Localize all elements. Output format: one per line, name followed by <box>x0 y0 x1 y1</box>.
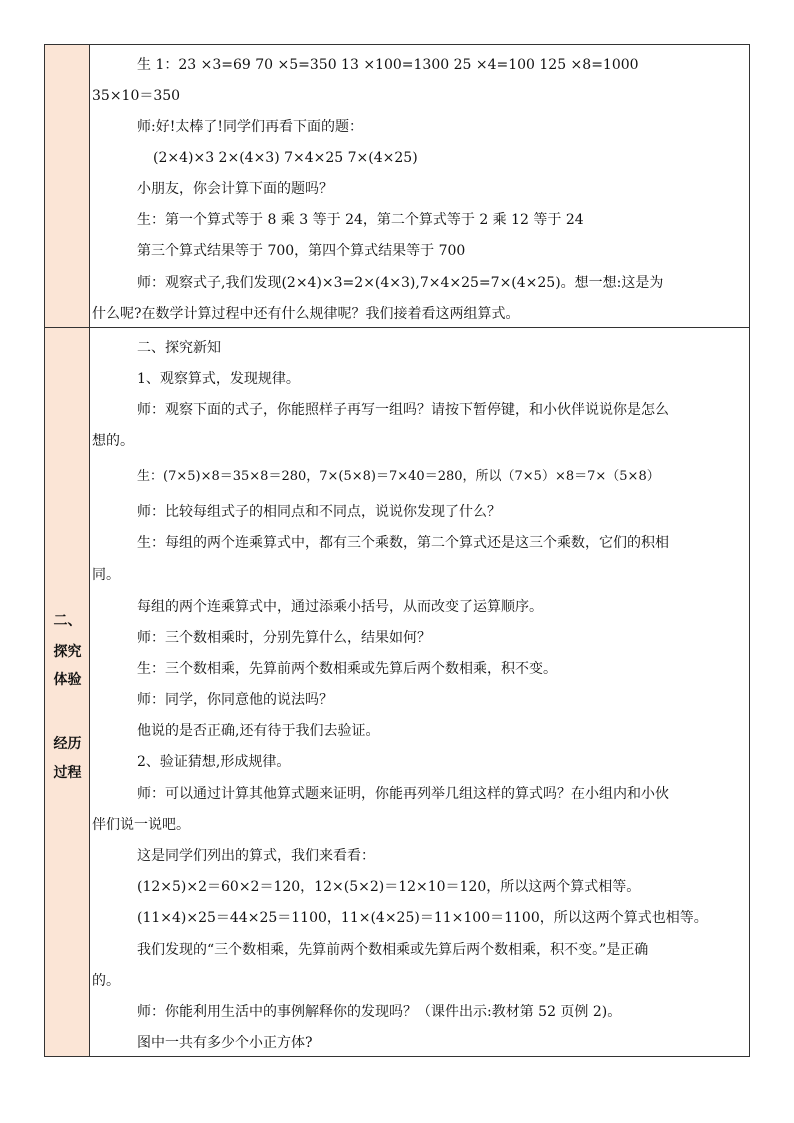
student-line-2b: 同。 <box>92 567 120 583</box>
example-line-1: (12×5)×2＝60×2＝120，12×(5×2)＝12×10＝120，所以这两个算式相等。 <box>137 879 641 895</box>
paragraph-2: 他说的是否正确,还有待于我们去验证。 <box>137 723 380 739</box>
section-label-2: 体验 <box>53 672 82 688</box>
row-divider <box>45 327 749 328</box>
subheading-1: 1、观察算式，发现规律。 <box>137 371 300 387</box>
section-heading: 二、探究新知 <box>137 340 221 356</box>
observe-line-1: 师：观察式子,我们发现(2×4)×3=2×(4×3),7×4×25=7×(4×25)。想一想:这是为 <box>137 275 664 291</box>
section-label-3: 经历 <box>53 736 82 752</box>
section-number: 二、 <box>53 613 82 629</box>
teacher-line-1b: 想的。 <box>92 433 134 449</box>
paragraph-1: 每组的两个连乘算式中，通过添乘小括号，从而改变了运算顺序。 <box>137 599 543 615</box>
final-question: 图中一共有多少个小正方体? <box>137 1035 313 1051</box>
teacher-line-6: 师：你能利用生活中的事例解释你的发现吗？（课件出示:教材第 52 页例 2)。 <box>137 1004 622 1020</box>
student-1-answers: 生 1：23 ×3=69 70 ×5=350 13 ×100=1300 25 ×4=100 125 ×8=1000 <box>137 57 639 73</box>
teacher-line-3: 师：三个数相乘时，分别先算什么，结果如何？ <box>137 630 431 646</box>
teacher-line-2: 师：比较每组式子的相同点和不同点，说说你发现了什么？ <box>137 504 501 520</box>
section-label-4: 过程 <box>53 765 82 781</box>
teacher-line-5b: 伴们说一说吧。 <box>92 817 190 833</box>
teacher-line-1a: 师：观察下面的式子，你能照样子再写一组吗？请按下暂停键，和小伙伴说说你是怎么 <box>137 402 669 418</box>
answer-line-1: 生：第一个算式等于 8 乘 3 等于 24，第二个算式等于 2 乘 12 等于 24 <box>137 212 584 228</box>
observe-line-2: 什么呢?在数学计算过程中还有什么规律呢？我们接着看这两组算式。 <box>92 306 520 322</box>
section-label-1: 探究 <box>53 644 82 660</box>
teacher-line-5a: 师：可以通过计算其他算式题来证明，你能再列举几组这样的算式吗？在小组内和小伙 <box>137 786 669 802</box>
student-line-3: 生：三个数相乘，先算前两个数相乘或先算后两个数相乘，积不变。 <box>137 661 557 677</box>
left-label-column <box>45 45 90 1056</box>
teacher-praise: 师:好!太棒了!同学们再看下面的题： <box>137 119 363 135</box>
student-line-2a: 生：每组的两个连乘算式中，都有三个乘数，第二个算式还是这三个乘数，它们的积相 <box>137 535 669 551</box>
student-1-answers-cont: 35×10＝350 <box>92 88 181 104</box>
question-line: 小朋友，你会计算下面的题吗？ <box>137 181 333 197</box>
student-line-1: 生：(7×5)×8＝35×8＝280，7×(5×8)＝7×40＝280，所以（7×5）×8＝7×（5×8） <box>137 469 660 484</box>
example-line-2: (11×4)×25＝44×25＝1100，11×(4×25)＝11×100＝1100，所以这两个算式也相等。 <box>137 910 708 926</box>
teacher-line-4: 师：同学，你同意他的说法吗？ <box>137 692 333 708</box>
conclusion-line-a: 我们发现的“三个数相乘，先算前两个数相乘或先算后两个数相乘，积不变。”是正确 <box>137 942 649 958</box>
paragraph-3: 这是同学们列出的算式，我们来看看： <box>137 848 375 864</box>
answer-line-2: 第三个算式结果等于 700，第四个算式结果等于 700 <box>137 243 466 259</box>
subheading-2: 2、验证猜想,形成规律。 <box>137 754 291 770</box>
expression-list: (2×4)×3 2×(4×3) 7×4×25 7×(4×25) <box>153 150 418 166</box>
conclusion-line-b: 的。 <box>92 973 120 989</box>
